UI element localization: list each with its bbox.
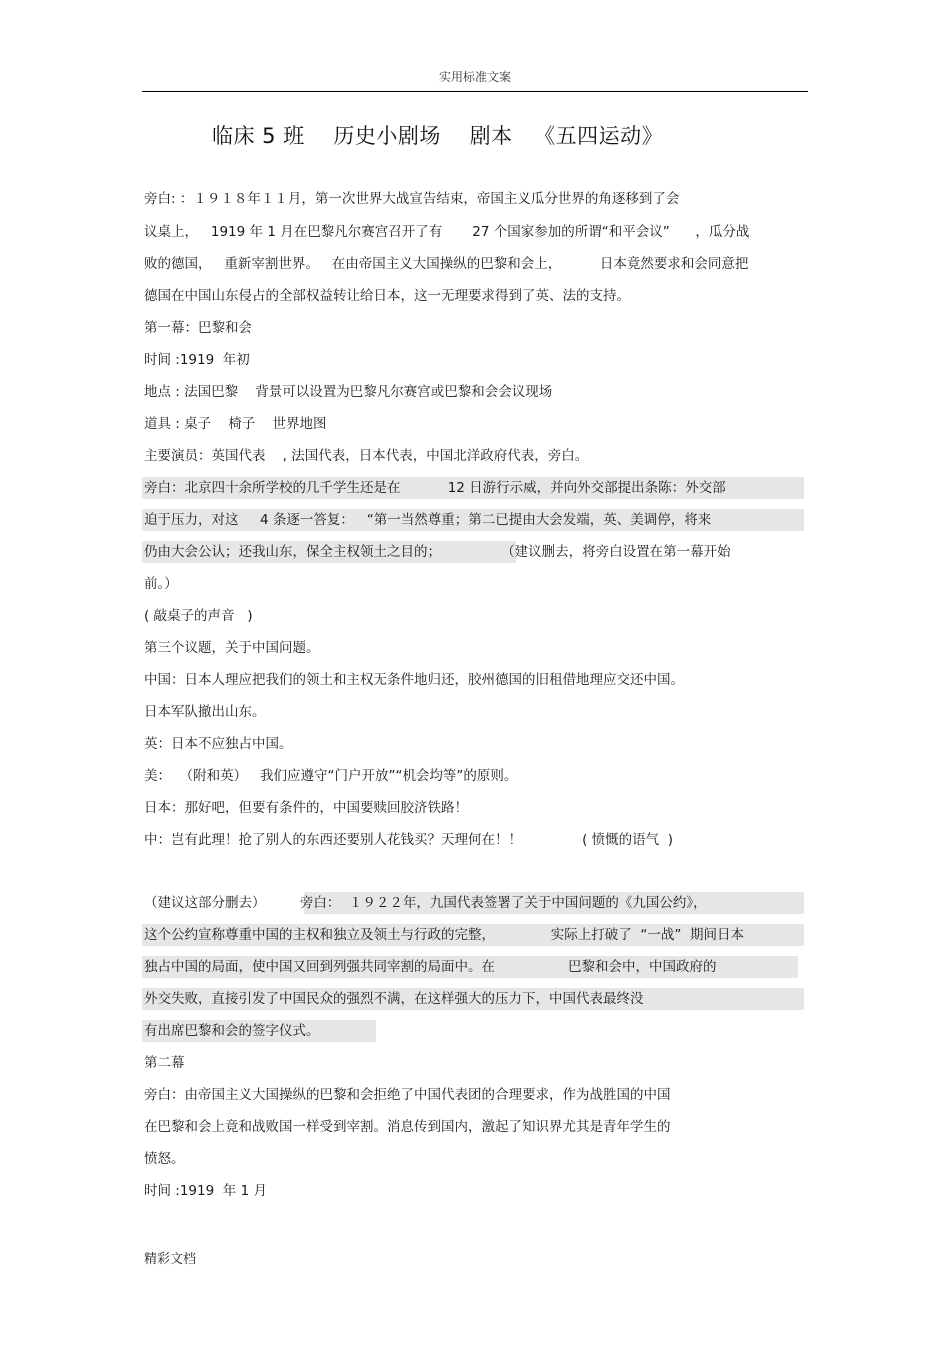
script-title: 临床 5 班 历史小剧场 剧本 《五四运动》 [212,124,664,148]
text-line: 中：岂有此理！抢了别人的东西还要别人花钱买？天理何在！！ ( 愤慨的语气 ) [144,832,673,848]
text-line: 日本军队撤出山东。 [144,704,266,720]
text-line: 第三个议题，关于中国问题。 [144,640,320,656]
text-line: 旁白：由帝国主义大国操纵的巴黎和会拒绝了中国代表团的合理要求，作为战胜国的中国 [144,1087,671,1103]
text-line: 愤怒。 [144,1151,185,1167]
header-divider [142,91,808,92]
text-line: （建议这部分删去） 旁白： １９２２年，九国代表签署了关于中国问题的《九国公约》， [144,895,707,911]
text-line: 独占中国的局面，使中国又回到列强共同宰割的局面中。在 巴黎和会中，中国政府的 [144,959,717,975]
text-line: 德国在中国山东侵占的全部权益转让给日本，这一无理要求得到了英、法的支持。 [144,288,630,304]
text-line: 败的德国， 重新宰割世界。 在由帝国主义大国操纵的巴黎和会上， 日本竟然要求和会同意把 [144,256,749,272]
text-line: 外交失败，直接引发了中国民众的强烈不满，在这样强大的压力下，中国代表最终没 [144,991,644,1007]
text-line: 时间 :1919 年 1 月 [144,1183,267,1199]
text-line: 旁白：北京四十余所学校的几千学生还是在 12 日游行示威，并向外交部提出条陈：外交部 [144,480,726,496]
text-line: 旁白: ：１９１８年１１月，第一次世界大战宣告结束，帝国主义瓜分世界的角逐移到了会 [144,191,680,207]
text-line: 在巴黎和会上竟和战败国一样受到宰割。消息传到国内，激起了知识界尤其是青年学生的 [144,1119,671,1135]
text-line: 迫于压力，对这 4 条逐一答复： “第一当然尊重；第二已提由大会发端，英、美调停，将来 [144,512,712,528]
text-line: 议桌上， 1919 年 1 月在巴黎凡尔赛宫召开了有 27 个国家参加的所谓“和平会议” ，瓜分战 [144,224,750,240]
text-line: 这个公约宣称尊重中国的主权和独立及领土与行政的完整， 实际上打破了 “一战” 期间日本 [144,927,744,943]
text-line: 中国：日本人理应把我们的领土和主权无条件地归还，胶州德国的旧租借地理应交还中国。 [144,672,684,688]
text-line: 日本：那好吧，但要有条件的，中国要赎回胶济铁路！ [144,800,468,816]
scene-heading: 第一幕：巴黎和会 [144,320,252,336]
text-line: ( 敲桌子的声音 ) [144,608,253,624]
page-footer: 精彩文档 [144,1252,197,1267]
text-line: 英：日本不应独占中国。 [144,736,293,752]
text-line: 主要演员：英国代表 , 法国代表，日本代表，中国北洋政府代表，旁白。 [144,448,589,464]
scene-heading: 第二幕 [144,1055,185,1071]
text-line: 前。） [144,576,178,592]
page-header: 实用标准文案 [438,70,511,84]
text-line: 道具 : 桌子 椅子 世界地图 [144,416,327,432]
text-line: 时间 :1919 年初 [144,352,250,368]
text-line: 有出席巴黎和会的签字仪式。 [144,1023,320,1039]
text-line: 地点 : 法国巴黎 背景可以设置为巴黎凡尔赛宫或巴黎和会会议现场 [144,384,553,400]
text-line: 美： （附和英） 我们应遵守“门户开放”“机会均等”的原则。 [144,768,518,784]
text-line: 仍由大会公认；还我山东，保全主权领土之目的； （建议删去，将旁白设置在第一幕开始 [144,544,731,560]
